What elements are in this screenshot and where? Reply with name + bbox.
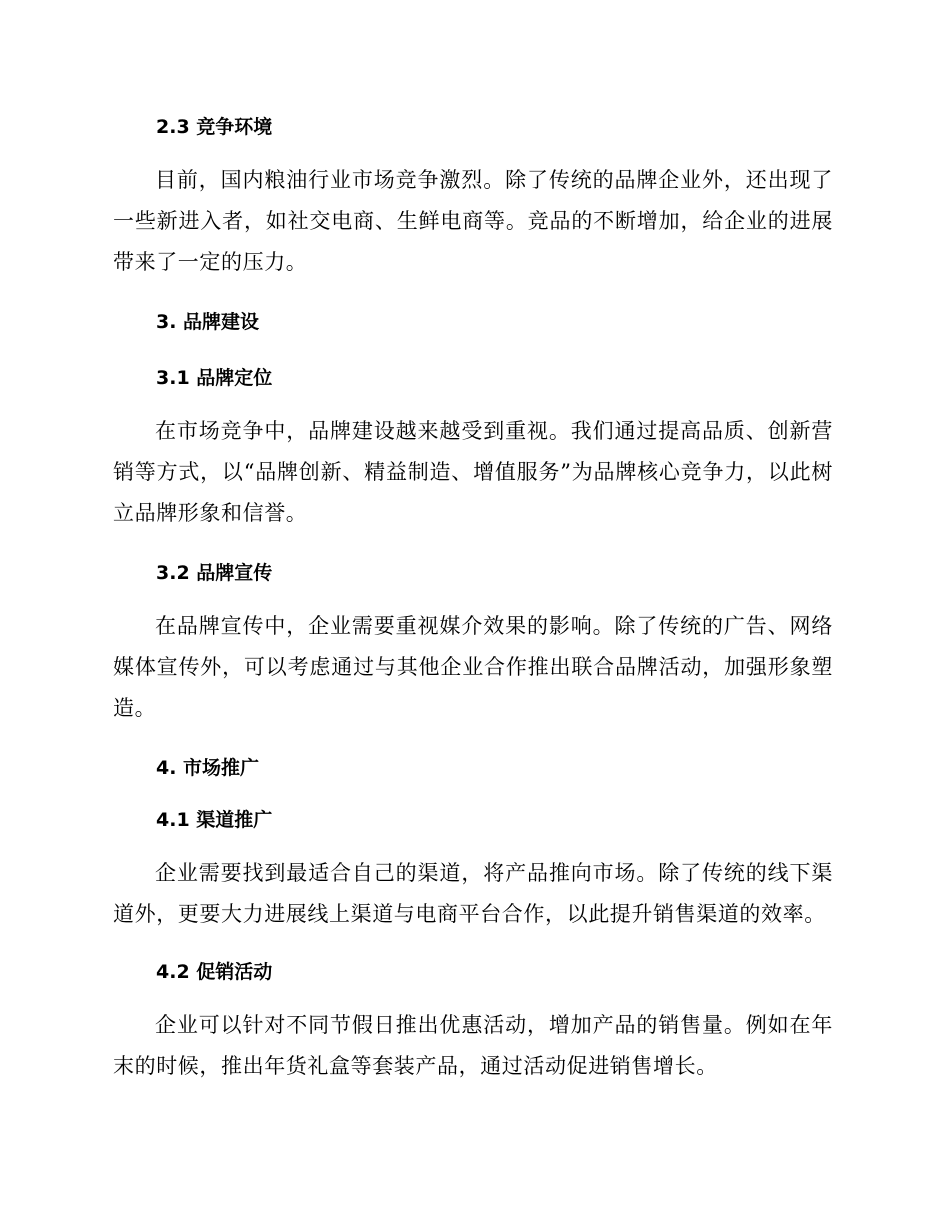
paragraph-channel-promotion: 企业需要找到最适合自己的渠道，将产品推向市场。除了传统的线下渠道外，更要大力进展线上渠道与电商平台合作，以此提升销售渠道的效率。: [113, 861, 833, 926]
section-heading-4-1: 4.1 渠道推广: [156, 809, 273, 831]
section-heading-3-2: 3.2 品牌宣传: [156, 562, 273, 584]
section-heading-3: 3. 品牌建设: [156, 311, 260, 333]
section-heading-4: 4. 市场推广: [156, 757, 260, 779]
section-heading-3-1: 3.1 品牌定位: [156, 367, 273, 389]
paragraph-brand-positioning: 在市场竞争中，品牌建设越来越受到重视。我们通过提高品质、创新营销等方式，以“品牌创新、精益制造、增值服务”为品牌核心竞争力，以此树立品牌形象和信誉。: [113, 419, 833, 525]
paragraph-brand-promotion: 在品牌宣传中，企业需要重视媒介效果的影响。除了传统的广告、网络媒体宣传外，可以考虑通过与其他企业合作推出联合品牌活动，加强形象塑造。: [113, 614, 833, 720]
paragraph-promotional-activities: 企业可以针对不同节假日推出优惠活动，增加产品的销售量。例如在年末的时候，推出年货礼盒等套装产品，通过活动促进销售增长。: [113, 1013, 833, 1078]
paragraph-competition: 目前，国内粮油行业市场竞争激烈。除了传统的品牌企业外，还出现了一些新进入者，如社交电商、生鲜电商等。竞品的不断增加，给企业的进展带来了一定的压力。: [113, 168, 833, 274]
section-heading-2-3: 2.3 竞争环境: [156, 116, 273, 138]
section-heading-4-2: 4.2 促销活动: [156, 961, 273, 983]
